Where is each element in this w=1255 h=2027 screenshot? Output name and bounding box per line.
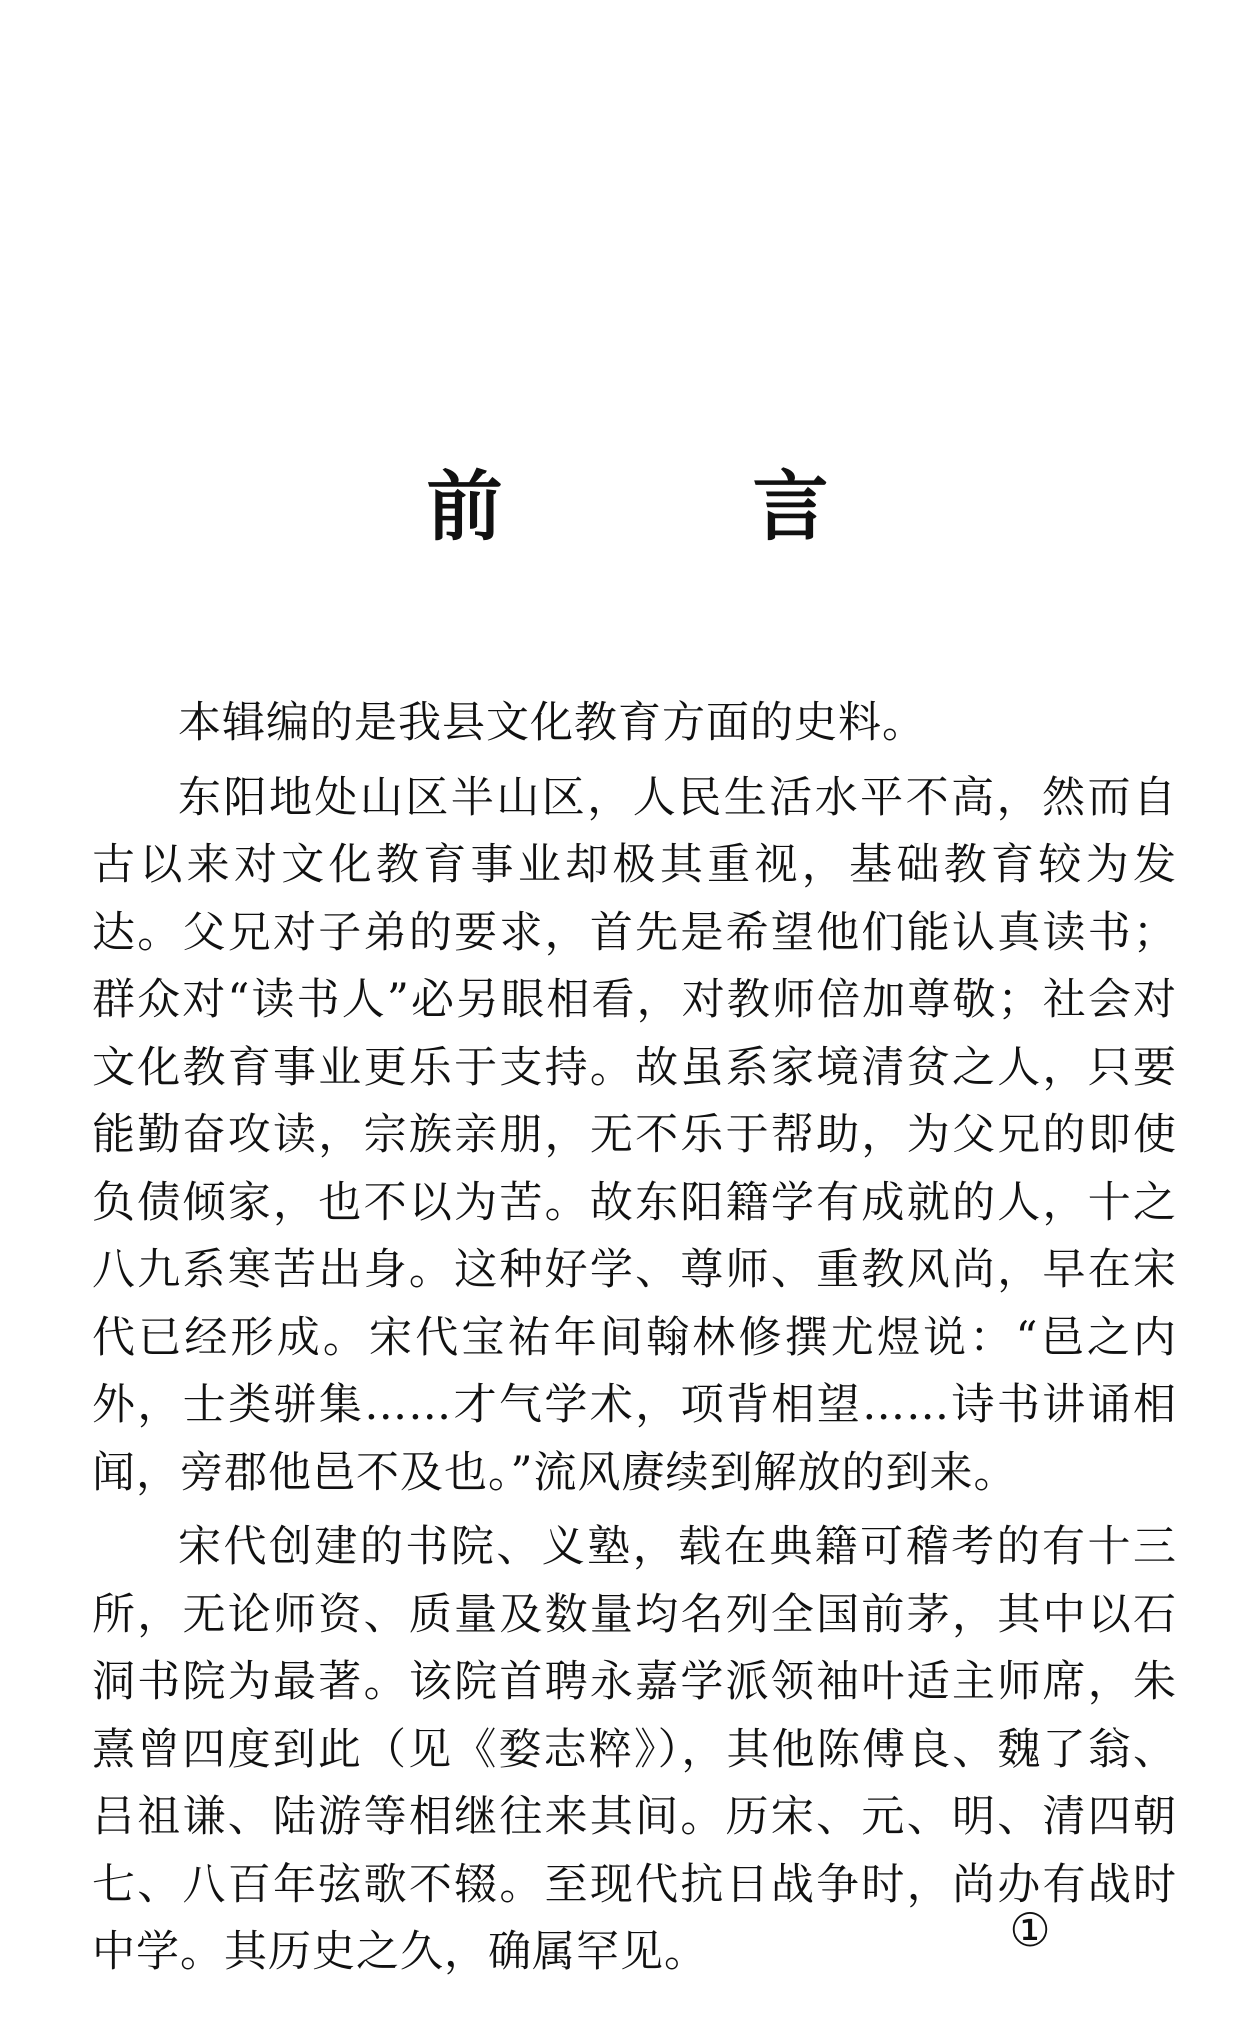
- title-char-1: 前: [426, 462, 503, 551]
- title-char-2: 言: [752, 462, 829, 551]
- page-title: [0, 462, 1255, 552]
- paragraph-3: 宋代创建的书院、义塾，载在典籍可稽考的有十三所，无论师资、质量及数量均名列全国前茅，其中以石洞书院为最著。该院首聘永嘉学派领袖叶适主师席，朱熹曾四度到此（见《婺志粹》），其他陈傅良、魏了翁、吕祖谦、陆游等相继往来其间。历宋、元、明、清四朝七、八百年弦歌不辍。至现代抗日战争时，尚办有战时中学。其历史之久，确属罕见。: [92, 1522, 1177, 1977]
- page-number: ①: [1009, 1903, 1051, 1957]
- paragraph-1: 本辑编的是我县文化教育方面的史料。: [178, 698, 926, 748]
- preface-body: [92, 690, 1177, 1987]
- paragraph-2: 东阳地处山区半山区，人民生活水平不高，然而自古以来对文化教育事业却极其重视，基础教育较为发达。父兄对子弟的要求，首先是希望他们能认真读书；群众对“读书人”必另眼相看，对教师倍加尊敬；社会对文化教育事业更乐于支持。故虽系家境清贫之人，只要能勤奋攻读，宗族亲朋，无不乐于帮助，为父兄的即使负债倾家，也不以为苦。故东阳籍学有成就的人，十之八九系寒苦出身。这种好学、尊师、重教风尚，早在宋代已经形成。宋代宝祐年间翰林修撰尤煜说：“邑之内外，士类骈集……才气学术，项背相望……诗书讲诵相闻，旁郡他邑不及也。”流风赓续到解放的到来。: [92, 772, 1177, 1498]
